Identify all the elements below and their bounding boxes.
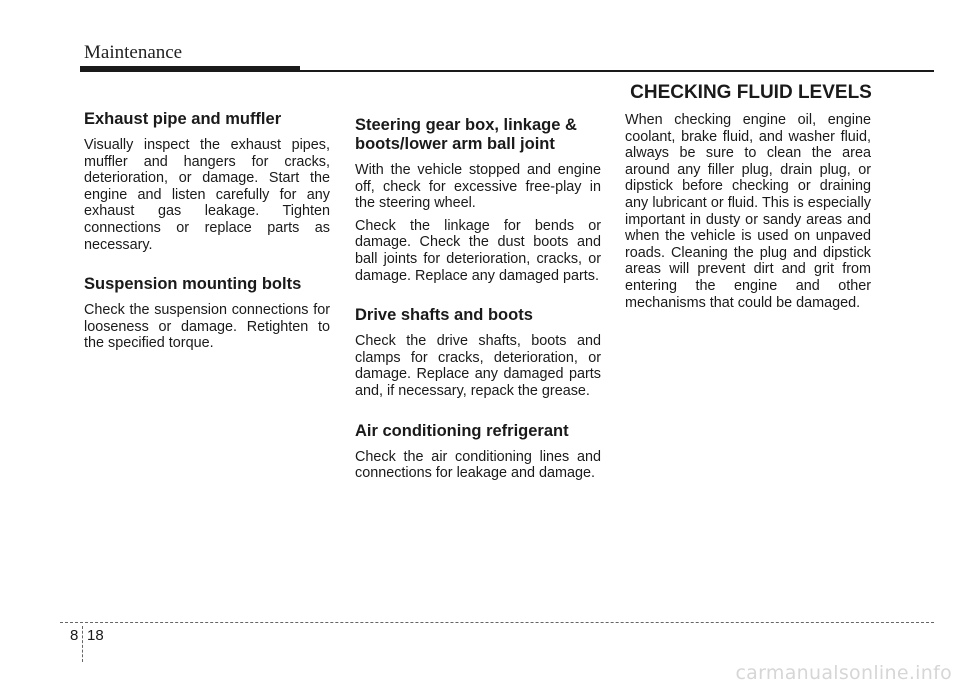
section-body-driveshafts: Check the drive shafts, boots and clamps for cracks, deterioration, or damage. Replace any damaged parts and, if necessary, repack the grease. [355, 333, 601, 399]
column-right [625, 112, 871, 333]
watermark: carmanualsonline.info [735, 662, 952, 684]
column-left [84, 110, 330, 374]
section-body-fluid-levels: When checking engine oil, engine coolant, brake fluid, and washer fluid, always be sure to clean the area around any filler plug, drain plug, or dipstick before checking or draining any lubricant or fluid. This is especially important in dusty or sandy areas and when the vehicle is used on unpaved roads. Cleaning the plug and dipstick areas will prevent dirt and grit from entering the engine and other mechanisms that could be damaged. [625, 112, 871, 311]
section-body-steering-a: With the vehicle stopped and engine off, check for excessive free-play in the steering wheel. [355, 162, 601, 212]
section-body-exhaust: Visually inspect the exhaust pipes, muffler and hangers for cracks, deterioration, or damage. Start the engine and listen carefully for any exhaust gas leakage. Tighten connections or replace parts as necessary. [84, 137, 330, 253]
section-heading-ac: Air conditioning refrigerant [355, 421, 569, 440]
footer-rule [60, 622, 934, 623]
footer-divider [82, 626, 83, 662]
section-body-suspension: Check the suspension connections for looseness or damage. Retighten to the specified torque. [84, 302, 330, 352]
section-heading-steering: Steering gear box, linkage & boots/lower arm ball joint [355, 116, 577, 153]
section-heading-exhaust: Exhaust pipe and muffler [84, 110, 282, 128]
section-body-steering-b: Check the linkage for bends or damage. Check the dust boots and ball joints for deterioration, cracks, or damage. Replace any damaged parts. [355, 217, 601, 284]
header-rule [300, 70, 934, 72]
header-bar [80, 66, 300, 72]
column-middle [355, 116, 601, 504]
section-heading-driveshafts: Drive shafts and boots [355, 306, 533, 325]
page-header-title: Maintenance [84, 42, 183, 63]
chapter-number: 8 [70, 627, 79, 644]
section-heading-suspension: Suspension mounting bolts [84, 275, 302, 294]
page-number: 18 [87, 627, 104, 644]
fluid-levels-banner: CHECKING FLUID LEVELS [630, 82, 872, 103]
section-body-ac: Check the air conditioning lines and connections for leakage and damage. [355, 448, 601, 482]
